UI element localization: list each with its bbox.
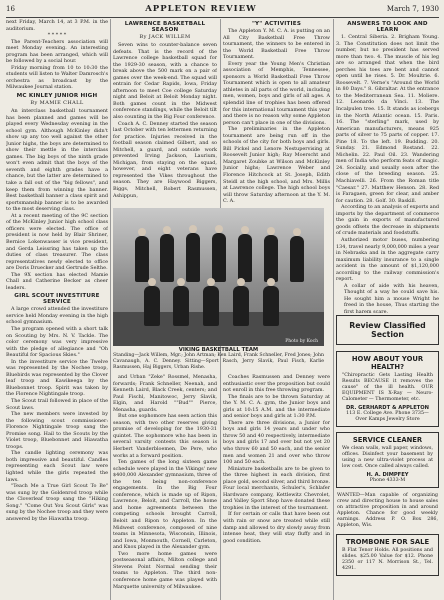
team-photo <box>113 208 324 346</box>
article-text: The Parent-Teachers association will meet Monday evening. An interesting program has been arranged, which will be followed by a social hour. <box>6 38 108 65</box>
article-text: Two more home games were postseasonal affairs, Milton college and Stevens Point Normal sending their teams to Appleton. The third non-conference home game was played with Marquette university of Milwaukee. <box>113 550 217 590</box>
column-3-bottom <box>223 374 330 600</box>
article-text: There are three divisions, a Junior for boys and girls 14 years and under who throw 50 and 40 respectively, intermediate boys and girls 17 and over but not yet 20 who throw 60 and 50 each, and the senior men and women 21 and over who throw 100 and 50 each. <box>223 419 330 466</box>
article-text: The Scout trail followed in place of the Scout laws. <box>6 397 108 411</box>
column-rule <box>110 19 111 600</box>
ad-address: 113 E. College Ave. Phone 3735—Over Kamps Jewelry Store <box>346 411 429 422</box>
article-text: But one sophomore has seen action this season, with two other reserves giving promise of developing for the 1930-31 quintet. The sophomore who has been in several varsity contests this season is Herbert Vanderbloemen, De Pere, who works at a forward position. <box>113 413 217 459</box>
article-text: The new members were invested by the following scout commissioner: Florence Nightingale troop sang the Promise song. Hail to the Scouts by the Violet troop, Bluebonnet and Hiawatha troops. <box>6 411 108 450</box>
article-text: 1. Central Siberia. 2. Brigham Young. 3. The Constitution does not limit the number, but no president has served more than two. 4. The muscle of his leg are so arranged that when the bird perches his toes are bent and cannot open until he rises. 5. Dr. Moultrie. 6. Roosevelt. 7. Verne's "Around the World in 80 Days." 8. Gibraltar. At the entrance to the Mediterranean Sea. 11. Moliere. 12. Leonardo da Vinci. 13. The Incalpulen tree. 15. It stands as icebergs in the North Atlantic ocean. 15. Paris. 16. The "sterling" mark, used by American manufacturers, means 925 parts of silver to 75 parts of copper. 17. Pine 18. To the left. 19. Budding. 20. Sunday. 21. Edmond Rostand. 22. Michelin. 22. Paul Oil. 23. Wandering men of India who perform feats of magic. 24. Socially, and usually soon after the close of the breeding season. 25. Machiavelli. 26. From the Roman title "Caesar." 27. Matthew Henson. 28. Red is Faragaen, green for clear, and amber for caution. 28. Golf. 30. Baskill. <box>336 34 439 204</box>
photo-names: Standing—Jack Willem, Mgr.; John Artman; Ken Laird, Frank Schneller, Fred Jones; John Cavanaugh, A. C. Denney. Sitting—Sport Rasch, Jerry Slavik, Paul Fisch, Karlie Rasmussen, Haj Biggers, Urban Rishe. <box>113 353 324 370</box>
article-text: If for certain or calls that have been out with rain or snow are treated while still damp and allowed to dry slowly away from intense heat, they will stay fluffy and in good condition. <box>223 511 330 544</box>
article-text: and Urban "Zeke" Rossmel, Menasha, forwards; Frank Schneller, Neenah, and Kenneth Laird, Black Creek, centers; and Paul Fischl, Manitowoc, Jerry Slavik, Elgin, and Harold ""Bud"" Pierce, Menasha, guards. <box>113 374 217 413</box>
column-rule <box>333 19 334 600</box>
ad-service-cleaner <box>336 432 439 488</box>
article-text: Coaches Rasmussen and Denney were enthusiastic over the proposition but could not enroll in this free throwing program. <box>223 374 330 394</box>
photo-credit: Photo by Koch <box>285 339 318 344</box>
ad-health <box>336 351 439 427</box>
ad-body: We clean walls, wall paper, windows, offices. Disinfect your basement by using a new ultra-violet process at low cost. Once called always called. <box>342 446 433 469</box>
headline-y-activities: "Y" ACTIVITIES <box>251 21 302 27</box>
article-text: At a recent meeting of the 9C section of the McKinley Junior high school class officers were elected. The office of president is now held by Blair Shriner, Bernice Lokenwasser is vice president, and Gerda Leissring has taken up the duties of class treasurer. The class representatives newly elected to office are Doris Druecker and Gertrude Selthe. <box>6 212 108 272</box>
article-text: A large crowd attended the investiture service held Monday evening in the high school gymnasium. <box>6 306 108 326</box>
byline: By JACK WILLEM <box>139 34 191 40</box>
page-number: 16 <box>6 5 15 13</box>
photo-caption: VIKING BASKETBALL TEAM <box>178 347 259 353</box>
ad-body: B Flat Tenor Holds. All positions and slides. $25.00 Value for $12. Phone 2350 or 117 N. Morrison St., Tel. 4291. <box>342 548 433 571</box>
article-text: next Friday, March 14, at 3 P.M. in the auditorium. <box>6 19 108 32</box>
column-3-top <box>223 19 330 207</box>
article-text: Friday morning from 10 to 10:30 the students will listen to Walter Damrosch's orchestra as broadcast by the Milwaukee Journal station. <box>6 64 108 91</box>
column-2-top <box>113 19 217 207</box>
article-text: Miniature basketballs are to be given to the three highest in each division, first place gold, second silver, and third bronze. Four local merchants, Schuler's, Schlafer Hardware company, Kettlewitz Chevrolet, and Valley Sport Shop have donated these trophies in the interest of the tournament. <box>223 465 330 511</box>
headline-lawrence: LAWRENCE BASKETBALL SEASON <box>124 21 206 33</box>
article-text: Ten games of the long sixteen game schedule were played in the Vikings' new $400,000 Alexander gymnasium, three of the ten being non-conference engagements. In the Big Four conference, which is made up of Ripon, Lawrence, Beloit, and Carroll, the home and home agreements between the competing schools brought Carroll, Beloit and Ripon to Appleton. In the Midwest conference, composed of nine teams in Minnesota, Wisconsin, Illinois, and Iowa, Monmouth, Cornell, Carleton, and Knox played in the Alexander gym. <box>113 459 217 551</box>
article-text: The 9X section has elected Mamie Chall and Catherine Becker as cheer leaders. <box>6 271 108 291</box>
ad-body: WANTED—Man capable of organizing crew and directing house to house sales on attractive proposition in and around Appleton. Chance for good weekly earnings. Address P. O. Box 286, Appleton, Wis. <box>337 493 438 528</box>
column-1 <box>6 19 108 600</box>
ad-title: HOW ABOUT YOUR HEALTH? <box>351 355 424 371</box>
issue-date: March 7, 1930 <box>386 5 439 13</box>
article-text: The Appleton Y. M. C. A. is putting on an All City Basketball Free Throw tournament, the winners to be entered in the World Basketball Free Throw Tournament. <box>223 28 330 61</box>
ad-title: SERVICE CLEANER <box>352 436 423 444</box>
article-text: In the investiture service the Twelve was represented by the Nochee troop, Bluebirds was represented by the Clover leaf troop and Kawikeega by the Bluebonnet troop. Spirit was taken by the Florence Nightingale troop. <box>6 358 108 398</box>
ad-firm: H. A. DIMPFEY <box>366 472 409 478</box>
ad-trombone <box>336 534 439 576</box>
column-4-articles <box>336 19 439 315</box>
byline: By MAMIE CHALL <box>30 100 84 107</box>
ad-title: TROMBONE FOR SALE <box>345 538 430 546</box>
photo-caption-block <box>113 347 324 373</box>
article-text: The preliminaries in the Appleton tournament are being run off in the schools of the city for both boys and girls. Bill Pickel and Lenore Nestupervising at Roosevelt Junior high; Ray Moerscht and Margaret Zoubke at Wilson and McKinley Junior highs; Lawrence Weber and Florence Hitchcock at St. Joseph, Edith Steidl at the high school, and Mrs. Millis at Lawrence college. The high school boys will throw Saturday afternoon at the Y. M. C. A. <box>223 126 330 205</box>
article-text: The finals are to be thrown Saturday at the Y. M. C. A. gym, the Junior boys and girls at 10:15 A.M. and the intermediate and senior boys and girls at 1:30 P.M. <box>223 393 330 420</box>
column-2-bottom <box>113 374 217 600</box>
article-text: The program opened with a short talk on Scouting by Mrs. N. V. Tackle. The color ceremony was very impressive with the pledge of allegiance and "Oh Beautiful for Spacious Skies." <box>6 325 108 359</box>
headline-answers: ANSWERS TO LOOK AND LEARN <box>347 21 428 33</box>
headline-mckinley: MC KINLEY JUNIOR HIGH <box>16 93 98 100</box>
headline-girl-scout: GIRL SCOUT INVESTITURE SERVICE <box>14 293 100 306</box>
ad-firm: DR. GERHARDT & APPLETON <box>345 405 430 411</box>
classified-section-title: Review Classified Section <box>336 315 439 345</box>
article-text: "Teach Me a True Girl Scout To Be" was sung by the Goldenrod troop while the Cloverleaf troop sang the "Hiking Song." "Come Out You Scout Girls" was sung by the Nochee troop and they were answered by the Hiawatha troop. <box>6 483 108 522</box>
article-text: An interclass basketball tournament has been planned and games will be played every Wednesday evening in the school gym. Although McKinley didn't show up any too well against the other Junior highs, the boys are determined to show their mettle in the interclass games. The big boys of the ninth grade won't even admit that the boys of the seventh and eighth grades have a chance, but the latter are determined to take a fall out of the "big fellows", and keep them from winning the banner. Best basketball banner a class spirit and sportsmanship banner is to be awarded to the most deserving class. <box>6 108 108 213</box>
article-text: The candle lighting ceremony was both impressive and beautiful. Candles representing each Scout law were lighted while the girls repeated the laws. <box>6 450 108 483</box>
masthead <box>6 4 439 18</box>
limerick: A collar of aide with his heaven, Thought of a way he could save his. He sought him a mouse Wright he freed in the house, Thus starting the first harem scare. <box>344 282 439 315</box>
column-4 <box>336 19 439 600</box>
ad-wanted <box>336 493 439 529</box>
paper-title: APPLETON REVIEW <box>145 4 257 14</box>
article-text: Coach A. C. Denney started the season last October with ten lettermen returning for practice. Injuries received in the football season claimed Gilbert, and so Mitchell, a guard, and outside work prevented Irving Jackson, Laurium, Michigan, from staying on the squad, however, and eight veterans have represented the Vikes throughout the season. They are Haywood Biggers, Biggs, Mitchell, Robert Rasmussen, Ashippun, <box>113 120 217 199</box>
ad-body: "Chiropractic Gets Lasting Health Results BECAUSE it removes the cause" of the ill health. OUR EQUIPMENT IS X-Ray — Neuro-Calometer — Thermometer, etc. <box>342 373 433 402</box>
article-text: Authorized motor buses, numbering 134, travel nearly 9,000,000 miles a year in Nebraska and in the aggregate carry maximum liability insurance to a single accident in the amount of $1,120,000 according to the railway commission's report. <box>336 236 439 283</box>
article-text: Every year the Young Men's Christian association of Memphis, Tennessee, sponsors a World Basketball Free Throw Tournament which is open to all amateur athletes in all parts of the world, including men, women, boys and girls of all ages. A splendid line of trophies has been offered for this international tournament this year and there is no reason why some Appleton person can't place in one of the divisions. <box>223 60 330 126</box>
separator: * * * * * <box>47 32 67 39</box>
article-text: Seven wins to counter-balance seven defeats. That is the record of the Lawrence college basketball squad for the 1929-30 season, with a chance to break above the 500 mark on a pair of games over the week-end. The squad will entrain for Cedar Rapids, Iowa, Friday afternoon to meet Coe college Saturday night and Beloit at Beloit Monday night. Both games count in the Midwest conference standings, while the Beloit tilt also counting in the Big Four conference. <box>113 42 217 121</box>
article-text: According to an analysis of exports and imports by the department of commerce the gain in exports of manufactured goods offsets the decrease in shipments of crude materials and foodstuffs. <box>336 204 439 237</box>
ad-phone: Phone 4333-M <box>369 478 406 483</box>
